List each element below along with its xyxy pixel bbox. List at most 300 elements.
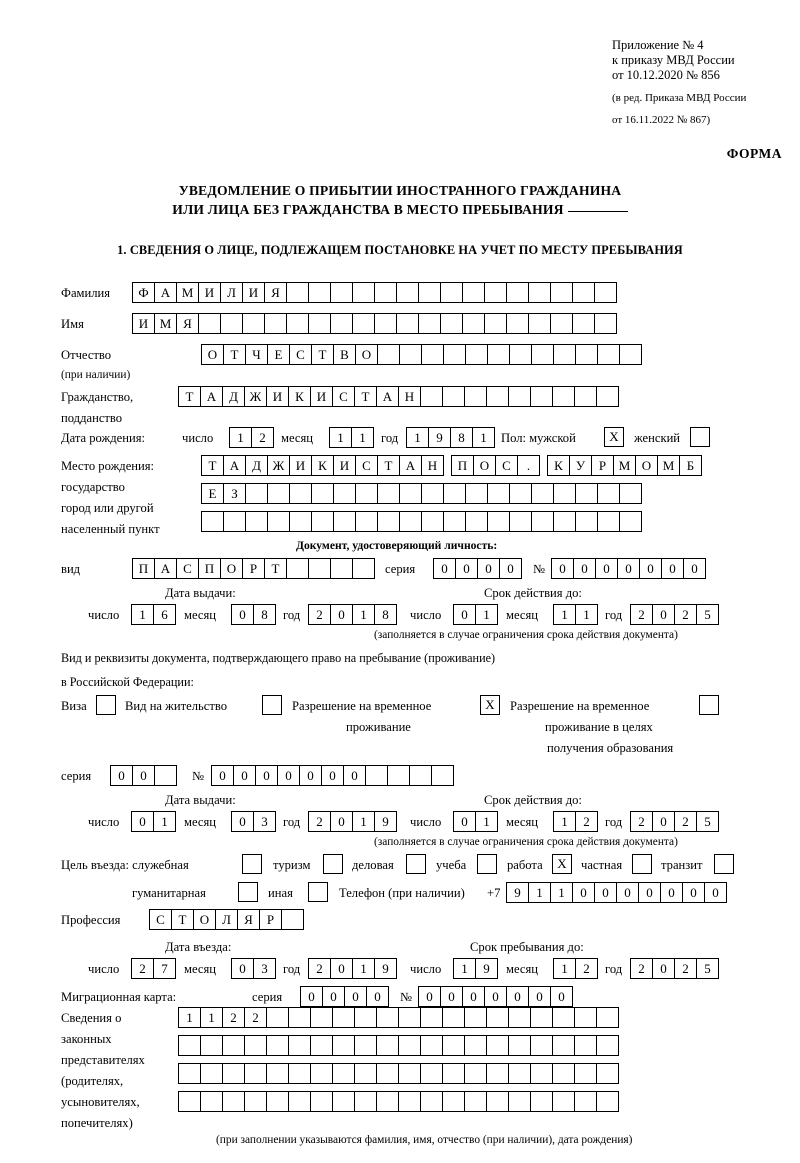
char-cell[interactable]: [465, 344, 488, 365]
field-surname[interactable]: [132, 282, 616, 303]
char-cell[interactable]: Т: [354, 386, 377, 407]
char-cell[interactable]: [619, 483, 642, 504]
char-cell[interactable]: [200, 1035, 223, 1056]
char-cell[interactable]: 0: [661, 558, 684, 579]
char-cell[interactable]: [409, 765, 432, 786]
char-cell[interactable]: [575, 344, 598, 365]
char-cell[interactable]: 2: [222, 1007, 245, 1028]
char-cell[interactable]: О: [355, 344, 378, 365]
char-cell[interactable]: 6: [153, 604, 176, 625]
char-cell[interactable]: 0: [595, 558, 618, 579]
char-cell[interactable]: [396, 313, 419, 334]
char-cell[interactable]: [528, 313, 551, 334]
char-cell[interactable]: У: [569, 455, 592, 476]
char-cell[interactable]: [552, 1063, 575, 1084]
char-cell[interactable]: [421, 483, 444, 504]
checkbox-purpose-work[interactable]: Х: [552, 854, 572, 874]
char-cell[interactable]: Ж: [244, 386, 267, 407]
char-cell[interactable]: [332, 1007, 355, 1028]
char-cell[interactable]: 0: [343, 765, 366, 786]
char-cell[interactable]: 9: [475, 958, 498, 979]
checkbox-purpose-private[interactable]: [632, 854, 652, 874]
char-cell[interactable]: [355, 483, 378, 504]
char-cell[interactable]: [333, 511, 356, 532]
char-cell[interactable]: [575, 511, 598, 532]
char-cell[interactable]: [508, 1007, 531, 1028]
char-cell[interactable]: С: [289, 344, 312, 365]
char-cell[interactable]: О: [635, 455, 658, 476]
char-cell[interactable]: [530, 1063, 553, 1084]
char-cell[interactable]: А: [154, 558, 177, 579]
char-cell[interactable]: 9: [374, 958, 397, 979]
char-cell[interactable]: [398, 1091, 421, 1112]
char-cell[interactable]: Я: [237, 909, 260, 930]
char-cell[interactable]: [178, 1091, 201, 1112]
char-cell[interactable]: [484, 313, 507, 334]
char-cell[interactable]: [377, 344, 400, 365]
char-cell[interactable]: .: [517, 455, 540, 476]
char-cell[interactable]: [596, 1063, 619, 1084]
char-cell[interactable]: [431, 765, 454, 786]
checkbox-sex-male[interactable]: Х: [604, 427, 624, 447]
char-cell[interactable]: 0: [551, 558, 574, 579]
char-cell[interactable]: [464, 1007, 487, 1028]
char-cell[interactable]: [266, 1091, 289, 1112]
field-patronymic[interactable]: [201, 344, 641, 365]
char-cell[interactable]: [486, 1063, 509, 1084]
char-cell[interactable]: [619, 511, 642, 532]
char-cell[interactable]: [245, 483, 268, 504]
char-cell[interactable]: [330, 558, 353, 579]
char-cell[interactable]: [267, 483, 290, 504]
field-doc-valid-day[interactable]: [453, 604, 497, 625]
char-cell[interactable]: [596, 1007, 619, 1028]
field-doc-issue-month[interactable]: [231, 604, 275, 625]
char-cell[interactable]: [420, 1091, 443, 1112]
char-cell[interactable]: 0: [594, 882, 617, 903]
char-cell[interactable]: И: [266, 386, 289, 407]
char-cell[interactable]: Ч: [245, 344, 268, 365]
char-cell[interactable]: 5: [696, 604, 719, 625]
field-birth-month[interactable]: [329, 427, 373, 448]
char-cell[interactable]: 0: [131, 811, 154, 832]
char-cell[interactable]: Я: [264, 282, 287, 303]
char-cell[interactable]: 2: [630, 958, 653, 979]
char-cell[interactable]: [288, 1091, 311, 1112]
char-cell[interactable]: П: [132, 558, 155, 579]
char-cell[interactable]: 0: [233, 765, 256, 786]
char-cell[interactable]: [418, 313, 441, 334]
char-cell[interactable]: М: [154, 313, 177, 334]
char-cell[interactable]: Е: [201, 483, 224, 504]
char-cell[interactable]: 0: [616, 882, 639, 903]
char-cell[interactable]: Я: [176, 313, 199, 334]
char-cell[interactable]: 1: [406, 427, 429, 448]
char-cell[interactable]: [575, 483, 598, 504]
char-cell[interactable]: [597, 344, 620, 365]
char-cell[interactable]: Т: [171, 909, 194, 930]
char-cell[interactable]: Р: [591, 455, 614, 476]
char-cell[interactable]: 0: [211, 765, 234, 786]
char-cell[interactable]: [288, 1035, 311, 1056]
char-cell[interactable]: [376, 1035, 399, 1056]
field-doc-kind[interactable]: [132, 558, 374, 579]
char-cell[interactable]: И: [289, 455, 312, 476]
checkbox-purpose-transit[interactable]: [714, 854, 734, 874]
char-cell[interactable]: [553, 483, 576, 504]
char-cell[interactable]: 1: [475, 604, 498, 625]
char-cell[interactable]: [462, 313, 485, 334]
char-cell[interactable]: 0: [499, 558, 522, 579]
char-cell[interactable]: К: [547, 455, 570, 476]
char-cell[interactable]: [398, 1063, 421, 1084]
char-cell[interactable]: [486, 386, 509, 407]
char-cell[interactable]: 0: [506, 986, 529, 1007]
char-cell[interactable]: 0: [231, 958, 254, 979]
char-cell[interactable]: [310, 1035, 333, 1056]
char-cell[interactable]: [288, 1063, 311, 1084]
char-cell[interactable]: [552, 1007, 575, 1028]
field-name[interactable]: [132, 313, 616, 334]
char-cell[interactable]: [220, 313, 243, 334]
char-cell[interactable]: 2: [131, 958, 154, 979]
char-cell[interactable]: 0: [231, 811, 254, 832]
char-cell[interactable]: [398, 1035, 421, 1056]
char-cell[interactable]: [355, 511, 378, 532]
checkbox-edu-residence[interactable]: [699, 695, 719, 715]
char-cell[interactable]: [486, 1007, 509, 1028]
char-cell[interactable]: [487, 344, 510, 365]
checkbox-purpose-tourism[interactable]: [323, 854, 343, 874]
char-cell[interactable]: Р: [242, 558, 265, 579]
char-cell[interactable]: Н: [421, 455, 444, 476]
char-cell[interactable]: [198, 313, 221, 334]
char-cell[interactable]: 2: [630, 811, 653, 832]
char-cell[interactable]: 1: [475, 811, 498, 832]
char-cell[interactable]: 2: [674, 811, 697, 832]
char-cell[interactable]: 0: [638, 882, 661, 903]
char-cell[interactable]: 1: [131, 604, 154, 625]
char-cell[interactable]: [178, 1035, 201, 1056]
char-cell[interactable]: [440, 313, 463, 334]
char-cell[interactable]: 0: [652, 811, 675, 832]
char-cell[interactable]: [245, 511, 268, 532]
char-cell[interactable]: [242, 313, 265, 334]
checkbox-sex-female[interactable]: [690, 427, 710, 447]
char-cell[interactable]: 1: [200, 1007, 223, 1028]
char-cell[interactable]: [289, 511, 312, 532]
char-cell[interactable]: [333, 483, 356, 504]
char-cell[interactable]: 1: [472, 427, 495, 448]
char-cell[interactable]: И: [310, 386, 333, 407]
char-cell[interactable]: [508, 1091, 531, 1112]
char-cell[interactable]: Т: [223, 344, 246, 365]
char-cell[interactable]: [374, 282, 397, 303]
char-cell[interactable]: С: [332, 386, 355, 407]
char-cell[interactable]: О: [193, 909, 216, 930]
char-cell[interactable]: [553, 511, 576, 532]
char-cell[interactable]: 2: [308, 811, 331, 832]
char-cell[interactable]: 0: [132, 765, 155, 786]
char-cell[interactable]: И: [242, 282, 265, 303]
char-cell[interactable]: 0: [484, 986, 507, 1007]
char-cell[interactable]: 1: [329, 427, 352, 448]
char-cell[interactable]: [528, 282, 551, 303]
char-cell[interactable]: [572, 313, 595, 334]
char-cell[interactable]: [286, 282, 309, 303]
char-cell[interactable]: 0: [255, 765, 278, 786]
char-cell[interactable]: [330, 282, 353, 303]
char-cell[interactable]: Ф: [132, 282, 155, 303]
char-cell[interactable]: [310, 1063, 333, 1084]
char-cell[interactable]: 0: [300, 986, 323, 1007]
char-cell[interactable]: 0: [550, 986, 573, 1007]
char-cell[interactable]: [376, 1063, 399, 1084]
char-cell[interactable]: [354, 1091, 377, 1112]
char-cell[interactable]: И: [132, 313, 155, 334]
char-cell[interactable]: [308, 282, 331, 303]
char-cell[interactable]: Б: [679, 455, 702, 476]
char-cell[interactable]: [352, 282, 375, 303]
char-cell[interactable]: 0: [455, 558, 478, 579]
char-cell[interactable]: 2: [575, 811, 598, 832]
char-cell[interactable]: [266, 1035, 289, 1056]
char-cell[interactable]: [552, 386, 575, 407]
char-cell[interactable]: 0: [652, 604, 675, 625]
field-profession[interactable]: [149, 909, 303, 930]
char-cell[interactable]: 0: [682, 882, 705, 903]
char-cell[interactable]: [289, 483, 312, 504]
char-cell[interactable]: 2: [251, 427, 274, 448]
field-entry-month[interactable]: [231, 958, 275, 979]
char-cell[interactable]: 2: [244, 1007, 267, 1028]
checkbox-purpose-business[interactable]: [406, 854, 426, 874]
char-cell[interactable]: [574, 1007, 597, 1028]
char-cell[interactable]: [266, 1007, 289, 1028]
char-cell[interactable]: [530, 1091, 553, 1112]
field-birth-day[interactable]: [229, 427, 273, 448]
char-cell[interactable]: [464, 1063, 487, 1084]
char-cell[interactable]: 8: [450, 427, 473, 448]
char-cell[interactable]: [201, 511, 224, 532]
char-cell[interactable]: [462, 282, 485, 303]
char-cell[interactable]: 0: [477, 558, 500, 579]
char-cell[interactable]: 0: [573, 558, 596, 579]
char-cell[interactable]: 9: [428, 427, 451, 448]
char-cell[interactable]: [376, 1007, 399, 1028]
char-cell[interactable]: [365, 765, 388, 786]
field-entry-year[interactable]: [308, 958, 396, 979]
char-cell[interactable]: [281, 909, 304, 930]
char-cell[interactable]: И: [333, 455, 356, 476]
field-citizenship[interactable]: [178, 386, 618, 407]
char-cell[interactable]: [332, 1035, 355, 1056]
char-cell[interactable]: 2: [674, 958, 697, 979]
char-cell[interactable]: Т: [377, 455, 400, 476]
char-cell[interactable]: [442, 1007, 465, 1028]
char-cell[interactable]: [530, 386, 553, 407]
char-cell[interactable]: 0: [440, 986, 463, 1007]
char-cell[interactable]: [420, 1007, 443, 1028]
char-cell[interactable]: [310, 1091, 333, 1112]
char-cell[interactable]: [509, 344, 532, 365]
char-cell[interactable]: [266, 1063, 289, 1084]
char-cell[interactable]: Т: [311, 344, 334, 365]
char-cell[interactable]: [574, 1091, 597, 1112]
field-birthplace-row-1[interactable]: [201, 455, 701, 476]
field-permit-valid-day[interactable]: [453, 811, 497, 832]
char-cell[interactable]: 1: [178, 1007, 201, 1028]
char-cell[interactable]: А: [200, 386, 223, 407]
char-cell[interactable]: [531, 483, 554, 504]
char-cell[interactable]: О: [473, 455, 496, 476]
char-cell[interactable]: [550, 282, 573, 303]
char-cell[interactable]: [509, 511, 532, 532]
char-cell[interactable]: 0: [330, 958, 353, 979]
char-cell[interactable]: В: [333, 344, 356, 365]
char-cell[interactable]: [200, 1063, 223, 1084]
char-cell[interactable]: Р: [259, 909, 282, 930]
char-cell[interactable]: А: [154, 282, 177, 303]
char-cell[interactable]: [376, 1091, 399, 1112]
char-cell[interactable]: [596, 1091, 619, 1112]
checkbox-purpose-other[interactable]: [308, 882, 328, 902]
char-cell[interactable]: О: [201, 344, 224, 365]
char-cell[interactable]: 0: [652, 958, 675, 979]
char-cell[interactable]: [443, 483, 466, 504]
char-cell[interactable]: 5: [696, 958, 719, 979]
field-permit-valid-month[interactable]: [553, 811, 597, 832]
char-cell[interactable]: [308, 313, 331, 334]
char-cell[interactable]: 9: [506, 882, 529, 903]
char-cell[interactable]: [506, 282, 529, 303]
char-cell[interactable]: [552, 1091, 575, 1112]
char-cell[interactable]: 9: [374, 811, 397, 832]
char-cell[interactable]: 0: [110, 765, 133, 786]
char-cell[interactable]: [594, 313, 617, 334]
char-cell[interactable]: [596, 386, 619, 407]
char-cell[interactable]: 0: [231, 604, 254, 625]
char-cell[interactable]: 1: [575, 604, 598, 625]
checkbox-purpose-study[interactable]: [477, 854, 497, 874]
field-doc-issue-day[interactable]: [131, 604, 175, 625]
char-cell[interactable]: [352, 313, 375, 334]
char-cell[interactable]: [354, 1035, 377, 1056]
char-cell[interactable]: 1: [553, 604, 576, 625]
char-cell[interactable]: [597, 483, 620, 504]
field-birth-year[interactable]: [406, 427, 494, 448]
char-cell[interactable]: 7: [153, 958, 176, 979]
char-cell[interactable]: 1: [453, 958, 476, 979]
char-cell[interactable]: [374, 313, 397, 334]
field-entry-day[interactable]: [131, 958, 175, 979]
char-cell[interactable]: Т: [201, 455, 224, 476]
char-cell[interactable]: 0: [330, 811, 353, 832]
char-cell[interactable]: [223, 511, 246, 532]
char-cell[interactable]: 0: [344, 986, 367, 1007]
char-cell[interactable]: С: [176, 558, 199, 579]
char-cell[interactable]: [420, 1063, 443, 1084]
char-cell[interactable]: [352, 558, 375, 579]
char-cell[interactable]: [442, 386, 465, 407]
char-cell[interactable]: 1: [352, 604, 375, 625]
char-cell[interactable]: [332, 1063, 355, 1084]
char-cell[interactable]: [200, 1091, 223, 1112]
char-cell[interactable]: 0: [704, 882, 727, 903]
char-cell[interactable]: [443, 344, 466, 365]
char-cell[interactable]: [619, 344, 642, 365]
char-cell[interactable]: З: [223, 483, 246, 504]
char-cell[interactable]: [244, 1091, 267, 1112]
char-cell[interactable]: [597, 511, 620, 532]
char-cell[interactable]: С: [149, 909, 172, 930]
char-cell[interactable]: О: [220, 558, 243, 579]
char-cell[interactable]: [552, 1035, 575, 1056]
char-cell[interactable]: 0: [453, 811, 476, 832]
char-cell[interactable]: 0: [277, 765, 300, 786]
char-cell[interactable]: [264, 313, 287, 334]
char-cell[interactable]: А: [399, 455, 422, 476]
char-cell[interactable]: [399, 511, 422, 532]
char-cell[interactable]: [354, 1063, 377, 1084]
char-cell[interactable]: 2: [630, 604, 653, 625]
field-doc-issue-year[interactable]: [308, 604, 396, 625]
field-doc-valid-year[interactable]: [630, 604, 718, 625]
char-cell[interactable]: [486, 1091, 509, 1112]
field-legal-row-2[interactable]: [178, 1035, 618, 1056]
char-cell[interactable]: [574, 1063, 597, 1084]
char-cell[interactable]: [377, 511, 400, 532]
char-cell[interactable]: [574, 1035, 597, 1056]
char-cell[interactable]: М: [657, 455, 680, 476]
char-cell[interactable]: А: [223, 455, 246, 476]
char-cell[interactable]: 1: [229, 427, 252, 448]
field-migration-series[interactable]: [300, 986, 388, 1007]
char-cell[interactable]: [464, 1035, 487, 1056]
char-cell[interactable]: 0: [330, 604, 353, 625]
char-cell[interactable]: [420, 386, 443, 407]
char-cell[interactable]: [530, 1007, 553, 1028]
char-cell[interactable]: [530, 1035, 553, 1056]
char-cell[interactable]: 0: [572, 882, 595, 903]
char-cell[interactable]: И: [198, 282, 221, 303]
char-cell[interactable]: [311, 483, 334, 504]
char-cell[interactable]: М: [176, 282, 199, 303]
char-cell[interactable]: [464, 386, 487, 407]
field-permit-issue-day[interactable]: [131, 811, 175, 832]
char-cell[interactable]: 0: [660, 882, 683, 903]
char-cell[interactable]: [332, 1091, 355, 1112]
char-cell[interactable]: [443, 511, 466, 532]
char-cell[interactable]: [553, 344, 576, 365]
char-cell[interactable]: 2: [308, 958, 331, 979]
char-cell[interactable]: [508, 386, 531, 407]
char-cell[interactable]: [222, 1035, 245, 1056]
char-cell[interactable]: 1: [351, 427, 374, 448]
char-cell[interactable]: [596, 1035, 619, 1056]
char-cell[interactable]: 0: [683, 558, 706, 579]
char-cell[interactable]: [531, 511, 554, 532]
char-cell[interactable]: 2: [308, 604, 331, 625]
char-cell[interactable]: [154, 765, 177, 786]
checkbox-residence-permit[interactable]: [262, 695, 282, 715]
char-cell[interactable]: [550, 313, 573, 334]
field-permit-series[interactable]: [110, 765, 176, 786]
char-cell[interactable]: 0: [322, 986, 345, 1007]
char-cell[interactable]: 0: [418, 986, 441, 1007]
field-birthplace-row-2[interactable]: [201, 483, 641, 504]
char-cell[interactable]: 1: [553, 811, 576, 832]
